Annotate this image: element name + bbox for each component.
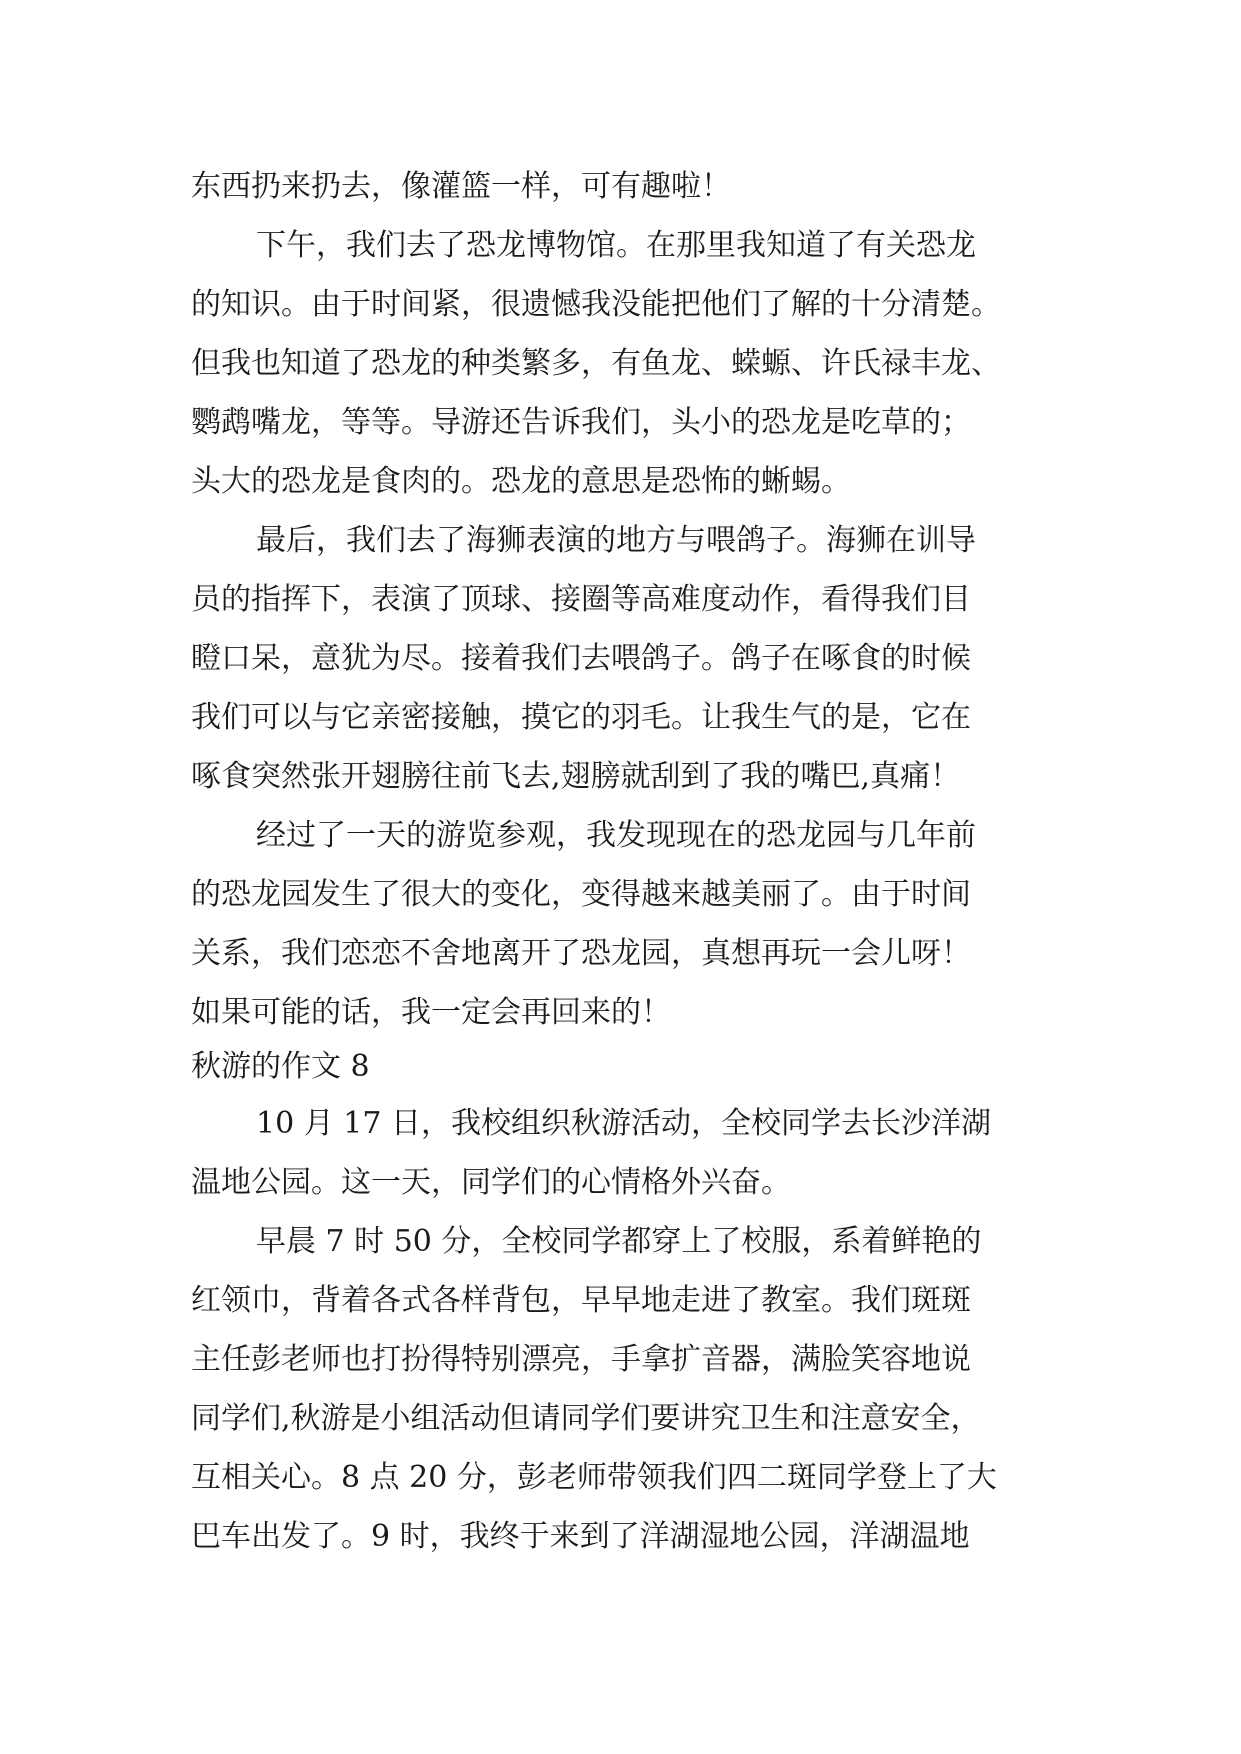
paragraph-start-line: 10 月 17 日，我校组织秋游活动，全校同学去长沙洋湖: [256, 1106, 991, 1141]
text-line: 温地公园。这一天，同学们的心情格外兴奋。: [191, 1165, 791, 1200]
paragraph-start-line: 经过了一天的游览参观，我发现现在的恐龙园与几年前: [256, 818, 976, 853]
paragraph-start-line: 下午，我们去了恐龙博物馆。在那里我知道了有关恐龙: [256, 228, 976, 263]
text-line: 的知识。由于时间紧，很遗憾我没能把他们了解的十分清楚。: [191, 287, 1001, 322]
text-line: 关系，我们恋恋不舍地离开了恐龙园，真想再玩一会儿呀！: [191, 936, 971, 971]
text-line: 头大的恐龙是食肉的。恐龙的意思是恐怖的蜥蜴。: [191, 464, 851, 499]
paragraph-start-line: 早晨 7 时 50 分，全校同学都穿上了校服，系着鲜艳的: [256, 1224, 982, 1259]
text-line: 鹦鹉嘴龙，等等。导游还告诉我们，头小的恐龙是吃草的；: [191, 405, 971, 440]
paragraph-start-line: 最后，我们去了海狮表演的地方与喂鸽子。海狮在训导: [256, 523, 976, 558]
text-line: 员的指挥下，表演了顶球、接圈等高难度动作，看得我们目: [191, 582, 971, 617]
text-line: 但我也知道了恐龙的种类繁多，有鱼龙、蝾螈、许氏禄丰龙、: [191, 346, 1001, 381]
text-line: 的恐龙园发生了很大的变化，变得越来越美丽了。由于时间: [191, 877, 971, 912]
text-line: 啄食突然张开翅膀往前飞去,翅膀就刮到了我的嘴巴,真痛！: [191, 759, 961, 794]
text-line: 瞪口呆，意犹为尽。接着我们去喂鸽子。鸽子在啄食的时候: [191, 641, 971, 676]
section-heading: 秋游的作文 8: [191, 1049, 370, 1084]
text-line: 同学们,秋游是小组活动但请同学们要讲究卫生和注意安全，: [191, 1401, 981, 1436]
text-line: 东西扔来扔去，像灌篮一样，可有趣啦！: [191, 169, 731, 204]
text-line: 我们可以与它亲密接触，摸它的羽毛。让我生气的是，它在: [191, 700, 971, 735]
text-line: 互相关心。8 点 20 分，彭老师带领我们四二斑同学登上了大: [191, 1460, 997, 1495]
text-line: 巴车出发了。9 时，我终于来到了洋湖湿地公园，洋湖温地: [191, 1519, 970, 1554]
text-line: 红领巾，背着各式各样背包，早早地走进了教室。我们斑斑: [191, 1283, 971, 1318]
essay-text: [191, 157, 1061, 1566]
text-line: 如果可能的话，我一定会再回来的！: [191, 995, 671, 1030]
text-line: 主任彭老师也打扮得特别漂亮，手拿扩音器，满脸笑容地说: [191, 1342, 971, 1377]
